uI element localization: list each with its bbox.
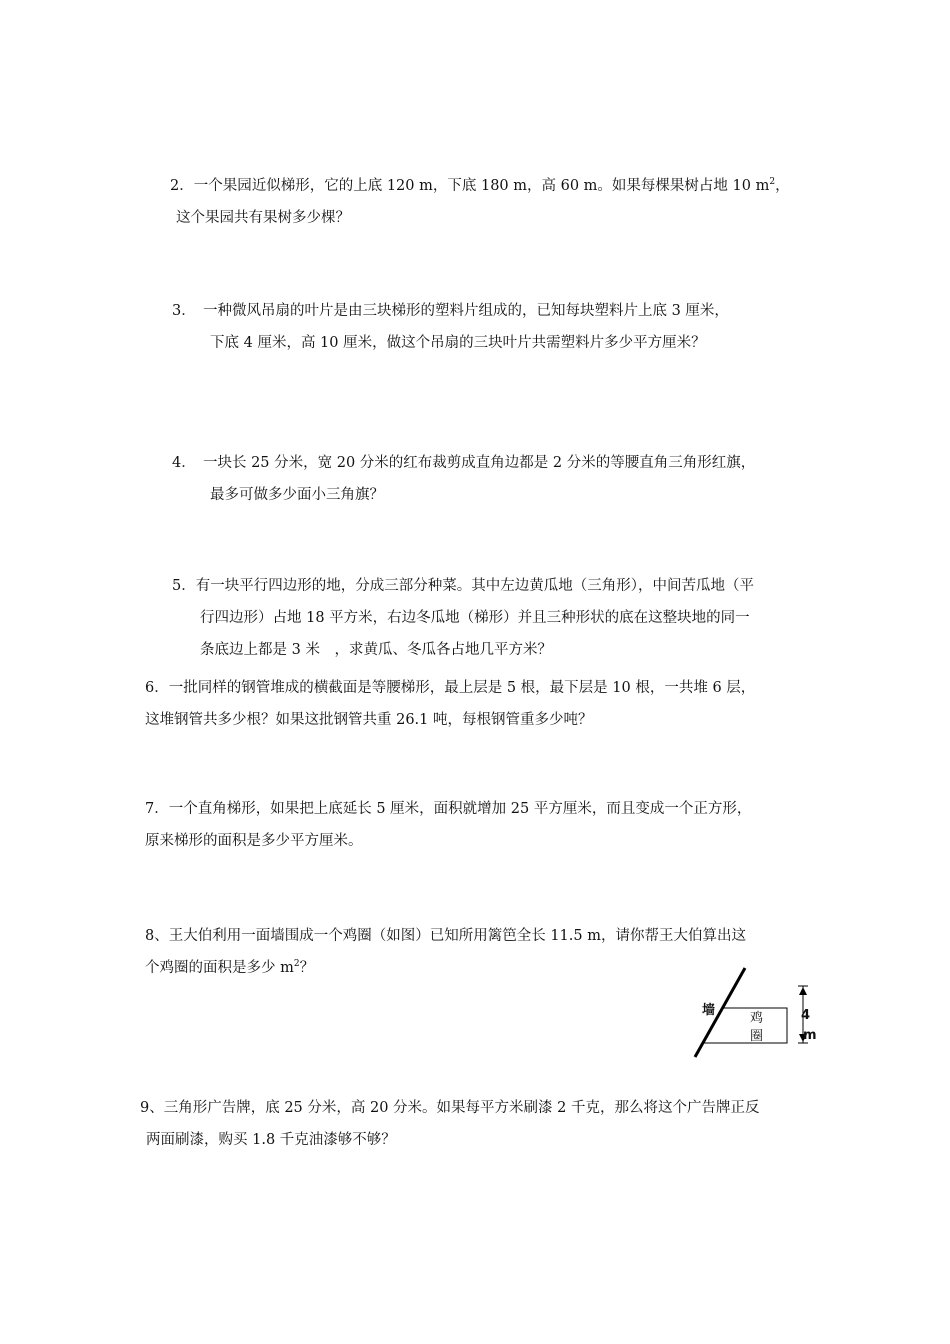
question-4-line-1: 4． 一块长 25 分米，宽 20 分米的红布裁剪成直角边都是 2 分米的等腰直角三角形红旗， — [172, 455, 756, 471]
question-3 — [172, 295, 729, 359]
question-9-line-1: 9、三角形广告牌，底 25 分米，高 20 分米。如果每平方米刷漆 2 千克，那么将这个广告牌正反 — [140, 1100, 760, 1116]
question-6-line-2: 这堆钢管共多少根？如果这批钢管共重 26.1 吨，每根钢管重多少吨？ — [145, 712, 593, 728]
question-7-line-1: 7．一个直角梯形，如果把上底延长 5 厘米，面积就增加 25 平方厘米，而且变成一个正方形， — [145, 801, 752, 817]
question-2-line-2: 这个果园共有果树多少棵？ — [176, 210, 350, 226]
question-6-line-1: 6．一批同样的钢管堆成的横截面是等腰梯形，最上层是 5 根，最下层是 10 根，一共堆 6 层， — [145, 680, 756, 696]
question-5-line-1: 5．有一块平行四边形的地，分成三部分种菜。其中左边黄瓜地（三角形），中间苦瓜地（平 — [172, 578, 754, 594]
question-9-line-2: 两面刷漆，购买 1.8 千克油漆够不够？ — [146, 1132, 396, 1148]
question-3-line-2: 下底 4 厘米，高 10 厘米，做这个吊扇的三块叶片共需塑料片多少平方厘米？ — [210, 335, 706, 351]
superscript-2: 2 — [293, 959, 300, 970]
question-8-line-1: 8、王大伯利用一面墙围成一个鸡圈（如图）已知所用篱笆全长 11.5 m，请你帮王大伯算出这 — [145, 928, 746, 944]
question-6 — [145, 672, 755, 736]
question-3-line-1: 3． 一种微风吊扇的叶片是由三块梯形的塑料片组成的，已知每块塑料片上底 3 厘米， — [172, 303, 729, 319]
question-8 — [145, 920, 746, 984]
question-9 — [140, 1092, 760, 1156]
pen-label-char-2: 圈 — [750, 1029, 764, 1044]
question-5-line-3: 条底边上都是 3 米 ，求黄瓜、冬瓜各占地几平方米？ — [200, 642, 552, 658]
question-4 — [172, 447, 755, 511]
question-7 — [145, 793, 751, 857]
question-5 — [172, 570, 754, 666]
question-8-line-2: 个鸡圈的面积是多少 $m^2$？ — [145, 959, 315, 976]
wall-label: 墙 — [702, 1003, 716, 1018]
question-2 — [170, 170, 790, 234]
dimension-value: 4 — [801, 1008, 811, 1023]
question-5-line-2: 行四边形）占地 18 平方米，右边冬瓜地（梯形）并且三种形状的底在这整块地的同一 — [200, 610, 750, 626]
dimension-unit: m — [803, 1028, 817, 1043]
superscript-2: 2 — [769, 177, 776, 188]
fence-outline — [704, 1008, 787, 1043]
question-4-line-2: 最多可做多少面小三角旗？ — [210, 487, 384, 503]
arrow-up-icon — [799, 987, 807, 995]
pen-label-char-1: 鸡 — [750, 1011, 764, 1026]
chicken-pen-figure — [690, 965, 830, 1065]
question-2-line-1: 2．一个果园近似梯形，它的上底 120 m，下底 180 m，高 60 m。如果每棵果树占地 10 $m^2$， — [170, 177, 790, 194]
question-7-line-2: 原来梯形的面积是多少平方厘米。 — [145, 833, 363, 849]
